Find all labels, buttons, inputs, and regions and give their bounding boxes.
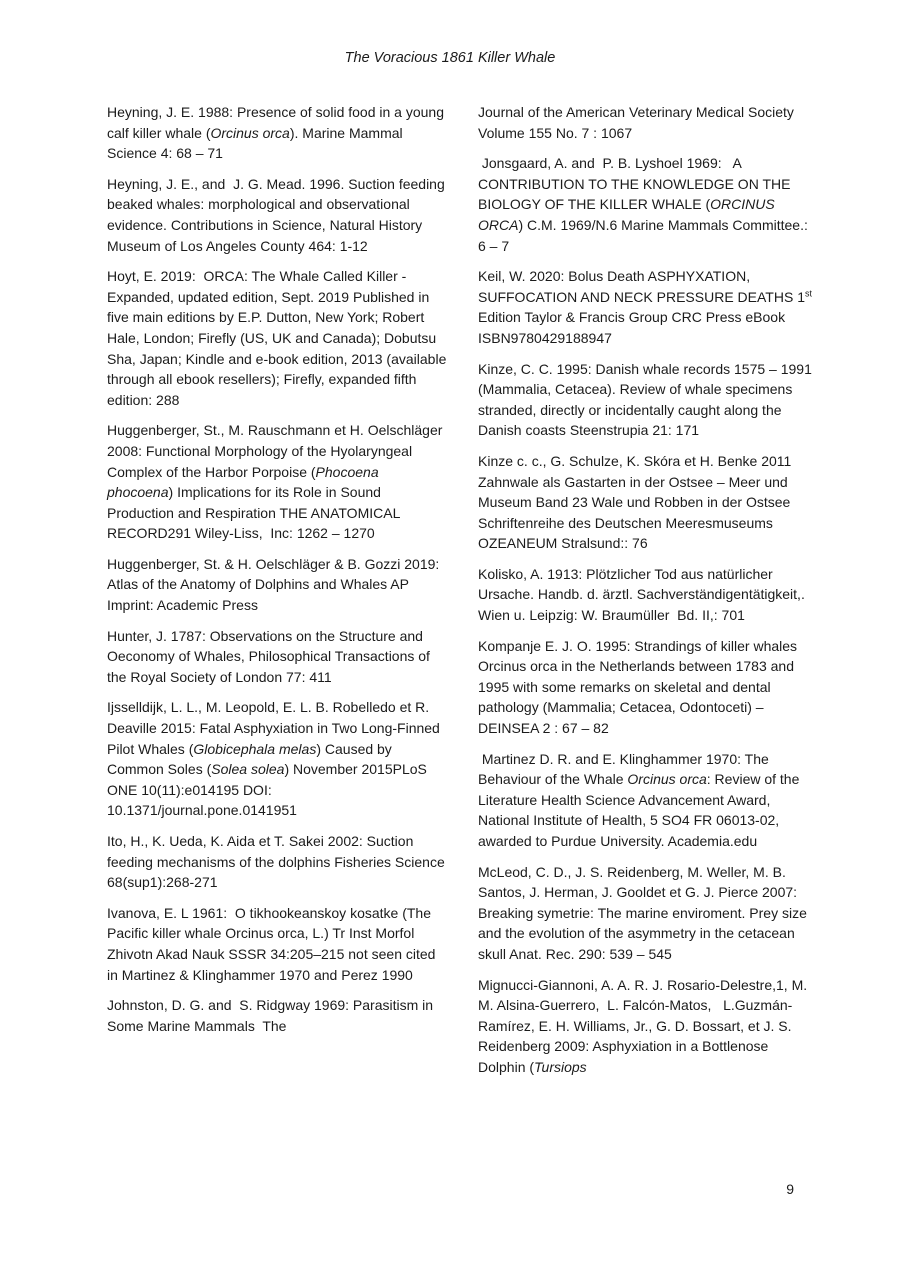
- reference-entry: Johnston, D. G. and S. Ridgway 1969: Parasitism in Some Marine Mammals The: [107, 997, 437, 1034]
- document-header-title: The Voracious 1861 Killer Whale: [344, 50, 556, 66]
- reference-entry: Kinze, C. C. 1995: Danish whale records 1575 – 1991 (Mammalia, Cetacea). Review of whale specimens stranded, directly or incidentally caught along the Danish coasts Steenstrupia 21: 171: [478, 360, 816, 439]
- reference-entry: Ivanova, E. L 1961: O tikhookeanskoy kosatke (The Pacific killer whale Orcinus orca, L.) Tr Inst Morfol Zhivotn Akad Nauk SSSR 34:205–215 not seen cited in Martinez & Klinghammer 1970 and Perez 1990: [107, 904, 440, 983]
- reference-entry: Kolisko, A. 1913: Plötzlicher Tod aus natürlicher Ursache. Handb. d. ärztl. Sachverständigentätigkeit,. Wien u. Leipzig: W. Braumüller Bd. II,: 701: [478, 565, 809, 624]
- reference-entry: Hoyt, E. 2019: ORCA: The Whale Called Killer - Expanded, updated edition, Sept. 2019 Published in five main editions by E.P. Dutton, New York; Robert Hale, London; Firefly (US, UK and Canada); Dobutsu Sha, Japan; Kindle and e-book edition, 2013 (available through all ebook resellers); Firefly, expanded fifth edition: 288: [107, 268, 451, 408]
- reference-entry: Heyning, J. E. 1988: Presence of solid food in a young calf killer whale (Orcinus orca). Marine Mammal Science 4: 68 – 71: [107, 104, 448, 162]
- references-column-right: [478, 102, 819, 1088]
- reference-entry: Kinze c. c., G. Schulze, K. Skóra et H. Benke 2011 Zahnwale als Gastarten in der Ostsee – Meer und Museum Band 23 Wale und Robben in der Ostsee Schriftenreihe des Deutschen Meeresmuseums OZEANEUM Stralsund:: 76: [478, 452, 796, 552]
- reference-entry: Huggenberger, St. & H. Oelschläger & B. Gozzi 2019: Atlas of the Anatomy of Dolphins and Whales AP Imprint: Academic Press: [107, 555, 443, 614]
- page-number: 9: [786, 1181, 794, 1197]
- reference-entry: Hunter, J. 1787: Observations on the Structure and Oeconomy of Whales, Philosophical Transactions of the Royal Society of London 77: 411: [107, 627, 434, 685]
- reference-entry: Heyning, J. E., and J. G. Mead. 1996. Suction feeding beaked whales: morphological and observational evidence. Contributions in Science, Natural History Museum of Los Angeles County 464: 1-12: [107, 175, 449, 254]
- reference-entry: Martinez D. R. and E. Klinghammer 1970: The Behaviour of the Whale Orcinus orca: Review of the Literature Health Science Advancement Award, National Institute of Health, 5 SO4 FR 06013-02, awarded to Purdue University. Academia.edu: [478, 750, 804, 849]
- reference-entry: Ito, H., K. Ueda, K. Aida et T. Sakei 2002: Suction feeding mechanisms of the dolphins Fisheries Science 68(sup1):268-271: [107, 833, 449, 891]
- reference-entry: McLeod, C. D., J. S. Reidenberg, M. Weller, M. B. Santos, J. Herman, J. Gooldet et G. J. Pierce 2007: Breaking symetrie: The marine enviroment. Prey size and the evolution of the asymmetry in the cetacean skull Anat. Rec. 290: 539 – 545: [478, 863, 811, 962]
- reference-entry: Keil, W. 2020: Bolus Death ASPHYXATION, SUFFOCATION AND NECK PRESSURE DEATHS 1st Edition Taylor & Francis Group CRC Press eBook ISBN9780429188947: [478, 268, 816, 346]
- references-columns: [107, 102, 819, 1088]
- reference-entry: Kompanje E. J. O. 1995: Strandings of killer whales Orcinus orca in the Netherlands between 1783 and 1995 with some remarks on skeletal and dental pathology (Mammalia; Cetacea, Odontoceti) – DEINSEA 2 : 67 – 82: [478, 637, 801, 737]
- reference-entry: Huggenberger, St., M. Rauschmann et H. Oelschläger 2008: Functional Morphology of the Hyolaryngeal Complex of the Harbor Porpoise (Phocoena phocoena) Implications for its Role in Sound Production and Respiration THE ANATOMICAL RECORD291 Wiley-Liss, Inc: 1262 – 1270: [107, 422, 447, 542]
- reference-entry: Mignucci-Giannoni, A. A. R. J. Rosario-Delestre,1, M. M. Alsina-Guerrero, L. Falcón-Matos, L.Guzmán-Ramírez, E. H. Williams, Jr., G. D. Bossart, et J. S. Reidenberg 2009: Asphyxiation in a Bottlenose Dolphin (Tursiops: [478, 976, 812, 1075]
- references-column-left: [107, 102, 451, 1088]
- reference-entry: Ijsselldijk, L. L., M. Leopold, E. L. B. Robelledo et R. Deaville 2015: Fatal Asphyxiation in Two Long-Finned Pilot Whales (Globicephala melas) Caused by Common Soles (Solea solea) November 2015PLoS ONE 10(11):e014195 DOI: 10.1371/journal.pone.0141951: [107, 699, 444, 819]
- reference-entry: Jonsgaard, A. and P. B. Lyshoel 1969: A CONTRIBUTION TO THE KNOWLEDGE ON THE BIOLOGY OF THE KILLER WHALE (ORCINUS ORCA) C.M. 1969/N.6 Marine Mammals Committee.: 6 – 7: [478, 155, 812, 254]
- reference-entry: Journal of the American Veterinary Medical Society Volume 155 No. 7 : 1067: [478, 104, 798, 141]
